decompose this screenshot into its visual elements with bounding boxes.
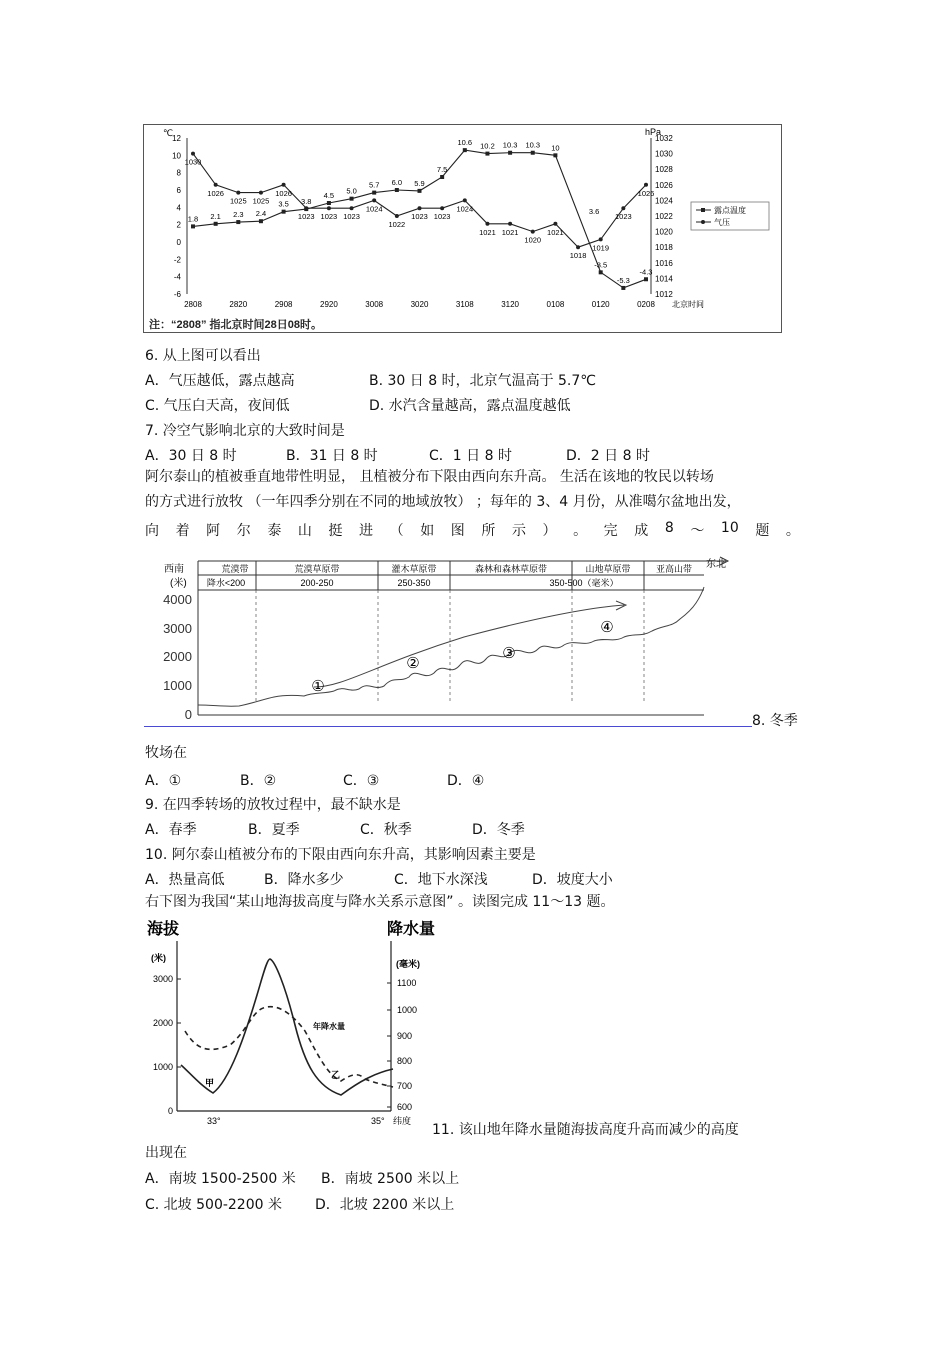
pressure-point	[350, 206, 354, 210]
x-tick-label: 2920	[320, 300, 338, 309]
data-label: 1023	[320, 212, 338, 222]
q7-stem: 7. 冷空气影响北京的大致时间是	[145, 423, 345, 439]
dewpoint-point	[236, 220, 240, 224]
data-label: 1022	[388, 220, 406, 229]
pressure-point	[576, 245, 580, 249]
data-label: 5.0	[346, 186, 357, 196]
figure-note: 注：“2808” 指北京时间28日08时。	[149, 319, 322, 331]
dewpoint-point	[599, 270, 603, 274]
pressure-point	[644, 183, 648, 187]
terrain-profile	[198, 587, 704, 706]
q8-stem: 8. 冬季	[752, 713, 798, 729]
figure-altai-profile	[144, 553, 754, 731]
q11-stem: 11. 该山地年降水量随海拔高度升高而减少的高度	[432, 1122, 739, 1138]
pressure-point	[259, 191, 263, 195]
data-label: 2.1	[210, 211, 221, 221]
route-marker: ①	[311, 678, 325, 695]
q7-option-c: C．1 日 8 时	[429, 448, 512, 464]
data-label: 1025	[252, 196, 270, 206]
q8-option-d: D．④	[447, 773, 485, 789]
q11-option-b: B．南坡 2500 米以上	[321, 1171, 460, 1187]
pressure-point	[418, 206, 422, 210]
route-arrow-line	[314, 605, 624, 687]
data-label: 3.5	[278, 199, 289, 209]
data-label: 10.2	[480, 141, 495, 151]
passage-char: 成	[634, 523, 649, 539]
left-tick-label: 8	[176, 168, 181, 178]
zone-label: 荒漠带	[221, 564, 249, 574]
rain-label: 降水<200	[206, 578, 246, 588]
legend-pressure-label: 气压	[714, 218, 730, 227]
legend-pressure-marker	[701, 220, 705, 224]
q6-option-d: D. 水汽含量越高，露点温度越低	[369, 398, 571, 414]
dewpoint-pressure-chart	[143, 124, 783, 334]
data-label: 1023	[433, 212, 451, 222]
pressure-point	[621, 206, 625, 210]
pressure-point	[236, 191, 240, 195]
route-marker: ③	[502, 645, 516, 662]
pressure-point	[440, 206, 444, 210]
data-label: -5.3	[616, 275, 630, 285]
data-label: 1.8	[187, 214, 199, 224]
data-label: 1024	[365, 204, 383, 214]
passage-char: 示	[511, 523, 526, 539]
q9-option-b: B．夏季	[248, 822, 300, 838]
dewpoint-point	[327, 201, 331, 205]
data-label: 10.3	[502, 140, 518, 150]
q9-option-c: C．秋季	[360, 822, 412, 838]
pressure-point	[282, 183, 286, 187]
passage-char: 阿	[206, 523, 221, 539]
legend-dew-marker	[701, 208, 705, 212]
q8-option-a: A．①	[145, 773, 182, 789]
q11-stem-line2: 出现在	[145, 1145, 187, 1161]
east-label: 东北	[706, 559, 726, 570]
data-label: 4.5	[323, 191, 335, 200]
left-unit: (米)	[151, 953, 166, 963]
passage1-line3	[145, 520, 800, 540]
data-label: 1023	[297, 212, 315, 222]
passage-char: 山	[297, 523, 312, 539]
right-tick-label: 1020	[655, 227, 673, 237]
dewpoint-point	[553, 153, 557, 157]
x-tick-label: 3020	[410, 300, 429, 309]
q6-option-a: A．气压越低，露点越高	[145, 373, 295, 389]
passage-char: 挺	[328, 523, 343, 539]
right-tick-label: 1022	[655, 212, 673, 221]
left-tick-label: -2	[173, 255, 181, 265]
x-tick-label: 2808	[184, 300, 202, 309]
pressure-point	[191, 152, 195, 156]
passage-char: 图	[450, 523, 465, 539]
right-tick-label: 1000	[397, 1005, 418, 1015]
left-tick-label: 2	[176, 220, 181, 230]
x-axis-label: 北京时间	[672, 300, 704, 309]
right-tick-label: 1024	[655, 196, 673, 206]
right-tick-label: 1100	[397, 978, 417, 988]
pressure-point	[463, 198, 467, 202]
passage-char: 尔	[236, 523, 251, 539]
right-tick-label: 600	[397, 1102, 413, 1112]
right-tick-label: 1018	[655, 243, 673, 253]
zone-label: 荒漠草原带	[294, 564, 340, 574]
pressure-point	[531, 230, 535, 234]
zone-label: 亚高山带	[655, 564, 693, 574]
passage-char: 泰	[267, 523, 282, 539]
route-marker: ②	[406, 655, 420, 672]
data-label: 1021	[479, 227, 496, 237]
x-tick-33: 33°	[207, 1116, 221, 1126]
dewpoint-point	[282, 210, 286, 214]
y-tick-label: 0	[184, 707, 192, 722]
pressure-point	[214, 183, 218, 187]
q6-stem: 6. 从上图可以看出	[145, 348, 261, 364]
left-unit: ℃	[163, 128, 174, 138]
dewpoint-point	[395, 188, 399, 192]
data-label: 7.5	[436, 165, 448, 174]
passage-char: 10	[720, 520, 739, 536]
figure2-underline	[144, 726, 752, 727]
passage-char: （	[389, 523, 404, 539]
passage-char: 着	[175, 523, 190, 539]
rain-label: 250-350	[397, 578, 431, 588]
q10-option-a: A．热量高低	[145, 872, 225, 888]
data-label: 10.3	[525, 140, 541, 150]
data-label: 1024	[456, 204, 474, 214]
right-title: 降水量	[387, 921, 435, 938]
point-yi: 乙	[331, 1070, 341, 1080]
left-tick-label: -6	[173, 290, 181, 299]
passage1-line1: 阿尔泰山的植被垂直地带性明显， 且植被分布下限由西向东升高。 生活在该地的牧民以转场	[145, 469, 714, 485]
q9-stem: 9. 在四季转场的放牧过程中，最不缺水是	[145, 797, 401, 813]
terrain-curve	[181, 959, 393, 1095]
x-tick-label: 3008	[365, 300, 384, 309]
q10-option-c: C．地下水深浅	[394, 872, 488, 888]
right-unit: (毫米)	[396, 959, 420, 969]
data-label: 1021	[547, 227, 564, 237]
dewpoint-point	[440, 175, 444, 179]
right-tick-label: 1026	[655, 180, 673, 190]
dewpoint-point	[508, 151, 512, 155]
q10-stem: 10. 阿尔泰山植被分布的下限由西向东升高，其影响因素主要是	[145, 847, 536, 863]
data-label: 1030	[184, 157, 202, 167]
left-tick-label: 6	[176, 186, 181, 195]
data-label: 1026	[275, 188, 292, 198]
q8-option-c: C．③	[343, 773, 380, 789]
data-label: 3.8	[301, 197, 312, 207]
left-tick-label: 3000	[152, 974, 173, 984]
data-label: 1023	[411, 212, 428, 222]
dewpoint-point	[259, 219, 263, 223]
passage-char: 。	[785, 523, 800, 539]
right-tick-label: 800	[397, 1056, 413, 1066]
passage-char: 如	[420, 523, 435, 539]
passage-char: 完	[603, 523, 618, 539]
passage2: 右下图为我国“某山地海拔高度与降水关系示意图” 。读图完成 11～13 题。	[145, 894, 615, 910]
q9-option-a: A．春季	[145, 822, 197, 838]
rain-row	[207, 577, 619, 588]
data-label: 1023	[343, 212, 360, 222]
figure-dewpoint-pressure	[143, 124, 783, 334]
zone-label: 山地草原带	[585, 564, 631, 574]
right-tick-label: 1032	[655, 134, 673, 143]
q10-option-b: B．降水多少	[264, 872, 344, 888]
y-tick-label: 1000	[163, 678, 192, 693]
left-tick-label: 12	[172, 134, 181, 143]
passage1-line2: 的方式进行放牧 （一年四季分别在不同的地域放牧） ；每年的 3、4 月份，从准噶尔盆地出发，	[145, 494, 741, 510]
right-tick-label: 900	[397, 1031, 413, 1041]
dewpoint-point	[372, 191, 376, 195]
q6-option-c: C. 气压白天高，夜间低	[145, 398, 290, 414]
data-label: 6.0	[391, 178, 403, 187]
data-label: 1025	[229, 196, 247, 206]
dewpoint-point	[644, 277, 648, 281]
right-unit: hPa	[645, 127, 662, 137]
data-label: 1026	[637, 188, 655, 198]
left-tick-label: 0	[176, 238, 181, 247]
precip-curve	[185, 1007, 393, 1087]
passage-char: 进	[359, 523, 374, 539]
data-label: 2.4	[255, 209, 267, 219]
mountain-precip-diagram	[145, 915, 435, 1130]
pressure-point	[327, 206, 331, 210]
passage-char: 所	[481, 523, 496, 539]
dewpoint-point	[485, 152, 489, 156]
dewpoint-point	[531, 151, 535, 155]
q8-option-b: B．②	[240, 773, 277, 789]
data-label: 1021	[501, 227, 519, 237]
data-label: 1020	[524, 235, 542, 245]
y-ticks	[163, 592, 192, 722]
x-tick-label: 3120	[501, 300, 519, 309]
dewpoint-point	[191, 224, 195, 228]
markers	[311, 619, 613, 695]
passage-char: 8	[664, 520, 674, 536]
right-tick-label: 1016	[655, 258, 673, 268]
data-label: -3.5	[594, 260, 608, 270]
route-marker: ④	[600, 619, 614, 636]
q7-option-a: A．30 日 8 时	[145, 448, 237, 464]
passage-char: ）	[542, 523, 557, 539]
x-label: 纬度	[393, 1116, 412, 1126]
rain-label: 350-500（毫米）	[549, 578, 619, 588]
altai-profile-diagram	[144, 553, 754, 731]
pressure-point	[553, 222, 557, 226]
right-tick-label: 1028	[655, 165, 673, 175]
pressure-point	[372, 198, 376, 202]
right-tick-label: 1014	[655, 274, 673, 284]
figure-mountain-precip	[145, 915, 435, 1130]
x-tick-35: 35°	[371, 1116, 385, 1126]
pressure-point	[485, 222, 489, 226]
data-label: 5.9	[414, 178, 425, 188]
data-label: 1023	[615, 212, 632, 222]
y-tick-label: 4000	[163, 592, 192, 607]
x-tick-label: 0208	[637, 300, 655, 309]
data-label: 3.6	[588, 206, 600, 216]
west-label: 西南	[164, 564, 184, 575]
x-tick-label: 0108	[546, 300, 565, 309]
q11-option-a: A．南坡 1500-2500 米	[145, 1171, 296, 1187]
x-tick-label: 0120	[591, 300, 610, 309]
legend	[691, 202, 769, 230]
passage-char: 。	[573, 523, 588, 539]
dewpoint-point	[214, 222, 218, 226]
pressure-point	[304, 206, 308, 210]
rain-label: 200-250	[300, 578, 334, 588]
right-tick-label: 1012	[655, 290, 673, 299]
left-tick-label: 2000	[152, 1018, 173, 1028]
point-jia: 甲	[205, 1078, 215, 1088]
data-label: 2.3	[233, 210, 244, 220]
q11-option-d: D．北坡 2200 米以上	[315, 1197, 455, 1213]
left-tick-label: 4	[176, 203, 181, 213]
q8-stem-line2: 牧场在	[145, 745, 187, 761]
data-label: -4.3	[639, 267, 653, 277]
data-label: 5.7	[368, 180, 380, 190]
passage-char: 题	[755, 523, 770, 539]
passage-char: 向	[145, 523, 159, 539]
precip-series-label: 年降水量	[313, 1022, 345, 1031]
right-tick-label: 700	[397, 1081, 413, 1091]
zone-label: 灌木草原带	[391, 564, 437, 574]
y-tick-label: 3000	[163, 621, 192, 636]
pressure-point	[395, 214, 399, 218]
left-tick-label: 0	[167, 1106, 173, 1116]
left-tick-label: -4	[173, 272, 181, 282]
data-label: 1026	[207, 188, 224, 198]
legend-dew-label: 露点温度	[714, 206, 746, 215]
dewpoint-point	[463, 148, 467, 152]
q11-option-c: C. 北坡 500-2200 米	[145, 1197, 282, 1213]
dewpoint-point	[418, 189, 422, 193]
dewpoint-point	[621, 286, 625, 290]
q10-option-d: D．坡度大小	[532, 872, 613, 888]
left-tick-label: 10	[172, 151, 181, 161]
data-label: 1018	[569, 251, 587, 261]
x-tick-label: 2820	[229, 300, 248, 309]
y-tick-label: 2000	[163, 649, 192, 664]
x-tick-label: 2908	[274, 300, 293, 309]
x-tick-label: 3108	[455, 300, 474, 309]
q7-option-b: B．31 日 8 时	[286, 448, 378, 464]
pressure-point	[599, 237, 603, 241]
dewpoint-point	[350, 197, 354, 201]
pressure-point	[508, 222, 512, 226]
q7-option-d: D．2 日 8 时	[566, 448, 650, 464]
zone-label: 森林和森林草原带	[474, 564, 548, 574]
data-label: 10.6	[457, 138, 473, 148]
passage-char: ～	[690, 523, 705, 539]
data-label: 1019	[592, 243, 610, 253]
right-tick-label: 1030	[655, 149, 673, 159]
q9-option-d: D．冬季	[472, 822, 525, 838]
zone-headers	[221, 563, 692, 574]
data-label: 10	[551, 143, 560, 153]
unit-label: (米)	[170, 578, 187, 589]
left-title: 海拔	[147, 921, 180, 938]
left-tick-label: 1000	[152, 1062, 173, 1072]
q6-option-b: B. 30 日 8 时，北京气温高于 5.7℃	[369, 373, 597, 389]
